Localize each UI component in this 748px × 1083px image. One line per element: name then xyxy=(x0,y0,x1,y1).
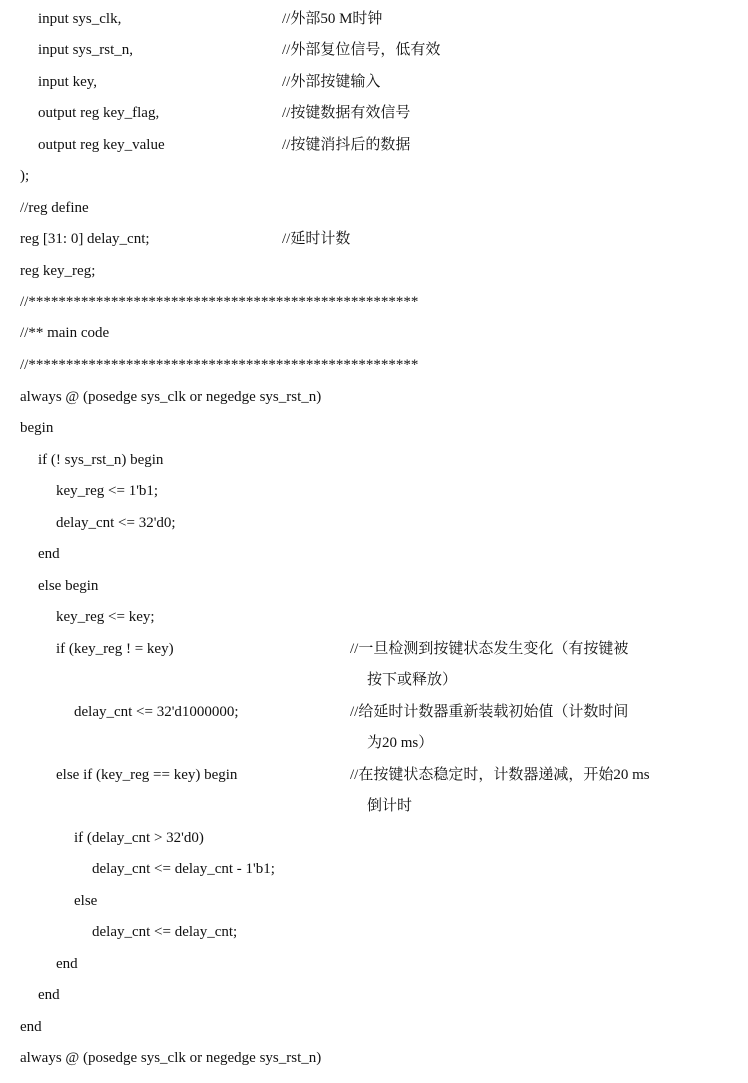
code-text: end xyxy=(38,546,60,562)
code-text: //**************************************************** xyxy=(20,357,419,373)
code-text: key_reg <= key; xyxy=(56,609,155,625)
code-text: key_reg <= 1'b1; xyxy=(56,483,159,499)
code-comment: //外部按键输入 xyxy=(282,74,381,90)
code-text: end xyxy=(56,956,78,972)
code-comment: //一旦检测到按键状态发生变化（有按键被 xyxy=(350,641,629,657)
code-comment: 倒计时 xyxy=(367,798,413,814)
code-text: input sys_clk, xyxy=(38,11,122,27)
code-text: reg [31: 0] delay_cnt; xyxy=(20,231,150,247)
code-text: input key, xyxy=(38,74,98,90)
code-comment: //外部复位信号，低有效 xyxy=(282,42,441,58)
code-text: always @ (posedge sys_clk or negedge sys_rst_n) xyxy=(20,1050,322,1066)
code-text: input sys_rst_n, xyxy=(38,42,134,58)
code-text: always @ (posedge sys_clk or negedge sys_rst_n) xyxy=(20,389,322,405)
code-text: else if (key_reg == key) begin xyxy=(56,767,238,783)
code-text: delay_cnt <= delay_cnt - 1'b1; xyxy=(92,861,275,877)
code-text: //reg define xyxy=(20,200,89,216)
code-text: ); xyxy=(20,168,30,184)
code-text: if (delay_cnt > 32'd0) xyxy=(74,830,204,846)
code-text: //** main code xyxy=(20,325,110,341)
code-comment: //按键消抖后的数据 xyxy=(282,137,411,153)
code-comment: //延时计数 xyxy=(282,231,351,247)
code-comment: //给延时计数器重新装载初始值（计数时间 xyxy=(350,704,629,720)
code-comment: //外部50 M时钟 xyxy=(282,11,383,27)
code-comment: //按键数据有效信号 xyxy=(282,105,411,121)
code-text: delay_cnt <= delay_cnt; xyxy=(92,924,238,940)
code-text: begin xyxy=(20,420,54,436)
code-comment: 按下或释放） xyxy=(367,672,458,688)
code-comment: 为20 ms） xyxy=(367,735,434,751)
code-text: end xyxy=(38,987,60,1003)
code-text: delay_cnt <= 32'd0; xyxy=(56,515,176,531)
code-text: //**************************************************** xyxy=(20,294,419,310)
code-text: else xyxy=(74,893,98,909)
code-text: delay_cnt <= 32'd1000000; xyxy=(74,704,239,720)
code-text: output reg key_value xyxy=(38,137,165,153)
code-comment: //在按键状态稳定时，计数器递减，开始20 ms xyxy=(350,767,650,783)
code-text: if (key_reg ! = key) xyxy=(56,641,174,657)
code-text: if (! sys_rst_n) begin xyxy=(38,452,164,468)
code-text: reg key_reg; xyxy=(20,263,96,279)
code-text: else begin xyxy=(38,578,99,594)
code-text: end xyxy=(20,1019,42,1035)
code-text: output reg key_flag, xyxy=(38,105,160,121)
